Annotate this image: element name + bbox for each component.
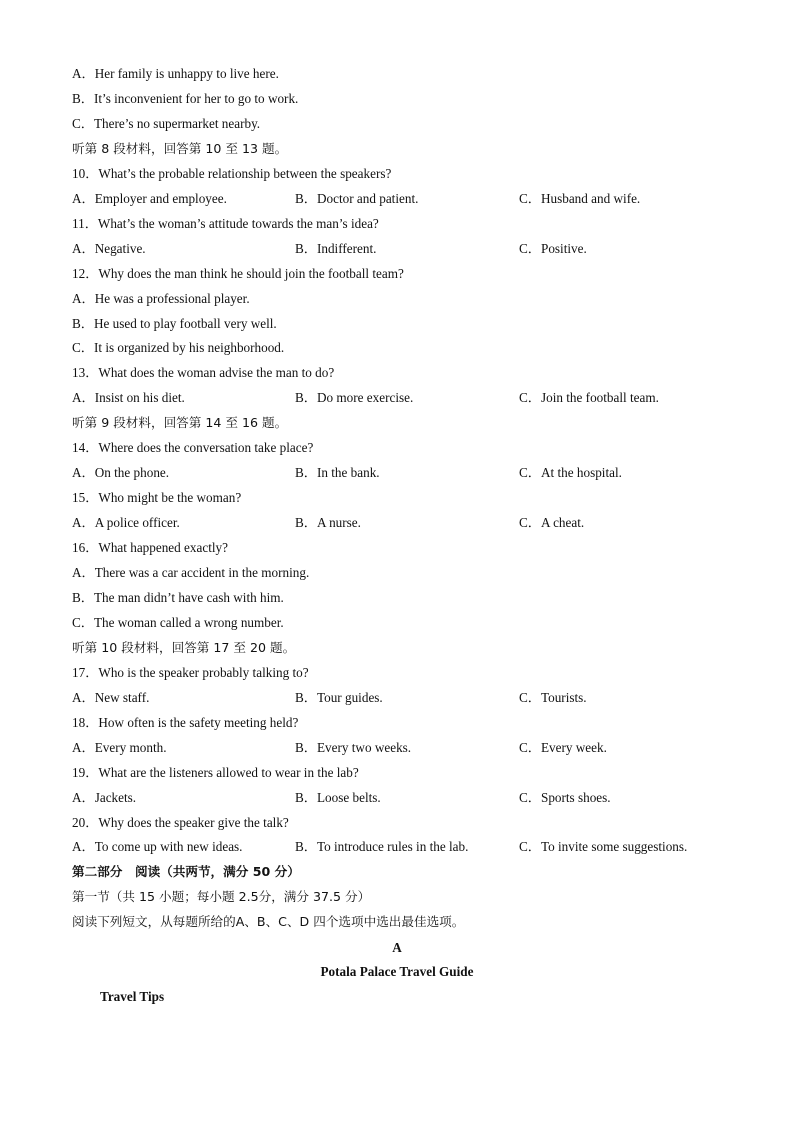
option-b: B．Doctor and patient. <box>295 190 419 206</box>
option-c: C．Positive. <box>519 240 587 256</box>
subheading: Travel Tips <box>100 989 165 1004</box>
part-heading: 第二部分 阅读（共两节，满分 50 分） <box>72 864 300 880</box>
question-line: 16．What happened exactly? <box>72 540 228 555</box>
options-row <box>72 510 722 535</box>
option-a: A．To come up with new ideas. <box>72 839 243 855</box>
option-b: B．To introduce rules in the lab. <box>295 839 469 855</box>
option-a: A．Employer and employee. <box>72 190 227 206</box>
option-c: C．Join the football team. <box>519 390 659 406</box>
question-line: 13．What does the woman advise the man to do? <box>72 365 335 381</box>
options-row <box>72 236 722 261</box>
option-b: B．Loose belts. <box>295 789 381 805</box>
option-c: C．To invite some suggestions. <box>519 839 688 855</box>
option-a: A．Jackets. <box>72 789 137 805</box>
option-a: A．On the phone. <box>72 465 170 481</box>
instruction-line: 听第 9 段材料，回答第 14 至 16 题。 <box>72 415 288 431</box>
section-letter: A <box>392 940 402 955</box>
question-line: 19．What are the listeners allowed to wear in the lab? <box>72 764 359 780</box>
option-a: A．Insist on his diet. <box>72 390 185 406</box>
option-b: B．Do more exercise. <box>295 390 414 406</box>
option-c: C．Tourists. <box>519 689 587 705</box>
option-c: C．Husband and wife. <box>519 190 641 206</box>
option-a: A．Negative. <box>72 240 146 256</box>
option-c: C．Every week. <box>519 739 607 755</box>
options-row <box>72 385 722 410</box>
instruction-line: 阅读下列短文，从每题所给的A、B、C、D 四个选项中选出最佳选项。 <box>72 914 465 930</box>
question-line: C．It is organized by his neighborhood. <box>72 340 285 356</box>
option-b: B．In the bank. <box>295 465 380 481</box>
option-b: B．Tour guides. <box>295 689 383 705</box>
question-line: C．The woman called a wrong number. <box>72 614 284 630</box>
option-b: B．A nurse. <box>295 515 361 531</box>
option-a: A．A police officer. <box>72 515 180 531</box>
option-c: C．A cheat. <box>519 515 585 531</box>
question-line: 20．Why does the speaker give the talk? <box>72 814 289 830</box>
option-b: B．Every two weeks. <box>295 739 412 755</box>
option-b: B．Indifferent. <box>295 240 377 256</box>
question-line: 15．Who might be the woman? <box>72 490 242 506</box>
question-line: 14．Where does the conversation take place? <box>72 440 314 456</box>
question-line: A．There was a car accident in the morning. <box>72 565 310 580</box>
options-row <box>72 186 722 211</box>
option-a: A．New staff. <box>72 689 150 705</box>
option-c: C．Sports shoes. <box>519 789 611 805</box>
options-row <box>72 735 722 760</box>
question-line: B．It’s inconvenient for her to go to work. <box>72 91 299 106</box>
question-line: A．Her family is unhappy to live here. <box>72 66 279 81</box>
options-row <box>72 685 722 710</box>
option-c: C．At the hospital. <box>519 465 622 481</box>
question-line: B．The man didn’t have cash with him. <box>72 589 284 605</box>
options-row <box>72 834 722 859</box>
question-line: 17．Who is the speaker probably talking to? <box>72 664 309 680</box>
question-line: 18．How often is the safety meeting held? <box>72 714 299 730</box>
question-line: B．He used to play football very well. <box>72 315 277 331</box>
question-line: 10．What’s the probable relationship between the speakers? <box>72 165 392 181</box>
instruction-line: 听第 10 段材料，回答第 17 至 20 题。 <box>72 639 296 655</box>
instruction-line: 第一节（共 15 小题；每小题 2.5分，满分 37.5 分） <box>72 889 371 905</box>
instruction-line: 听第 8 段材料，回答第 10 至 13 题。 <box>72 140 288 156</box>
question-line: A．He was a professional player. <box>72 290 250 306</box>
options-row <box>72 785 722 810</box>
option-a: A．Every month. <box>72 739 167 755</box>
options-row <box>72 460 722 485</box>
article-title: Potala Palace Travel Guide <box>320 964 474 979</box>
question-line: 12．Why does the man think he should join the football team? <box>72 265 404 281</box>
question-line: C．There’s no supermarket nearby. <box>72 115 261 131</box>
question-line: 11．What’s the woman’s attitude towards the man’s idea? <box>72 215 379 231</box>
